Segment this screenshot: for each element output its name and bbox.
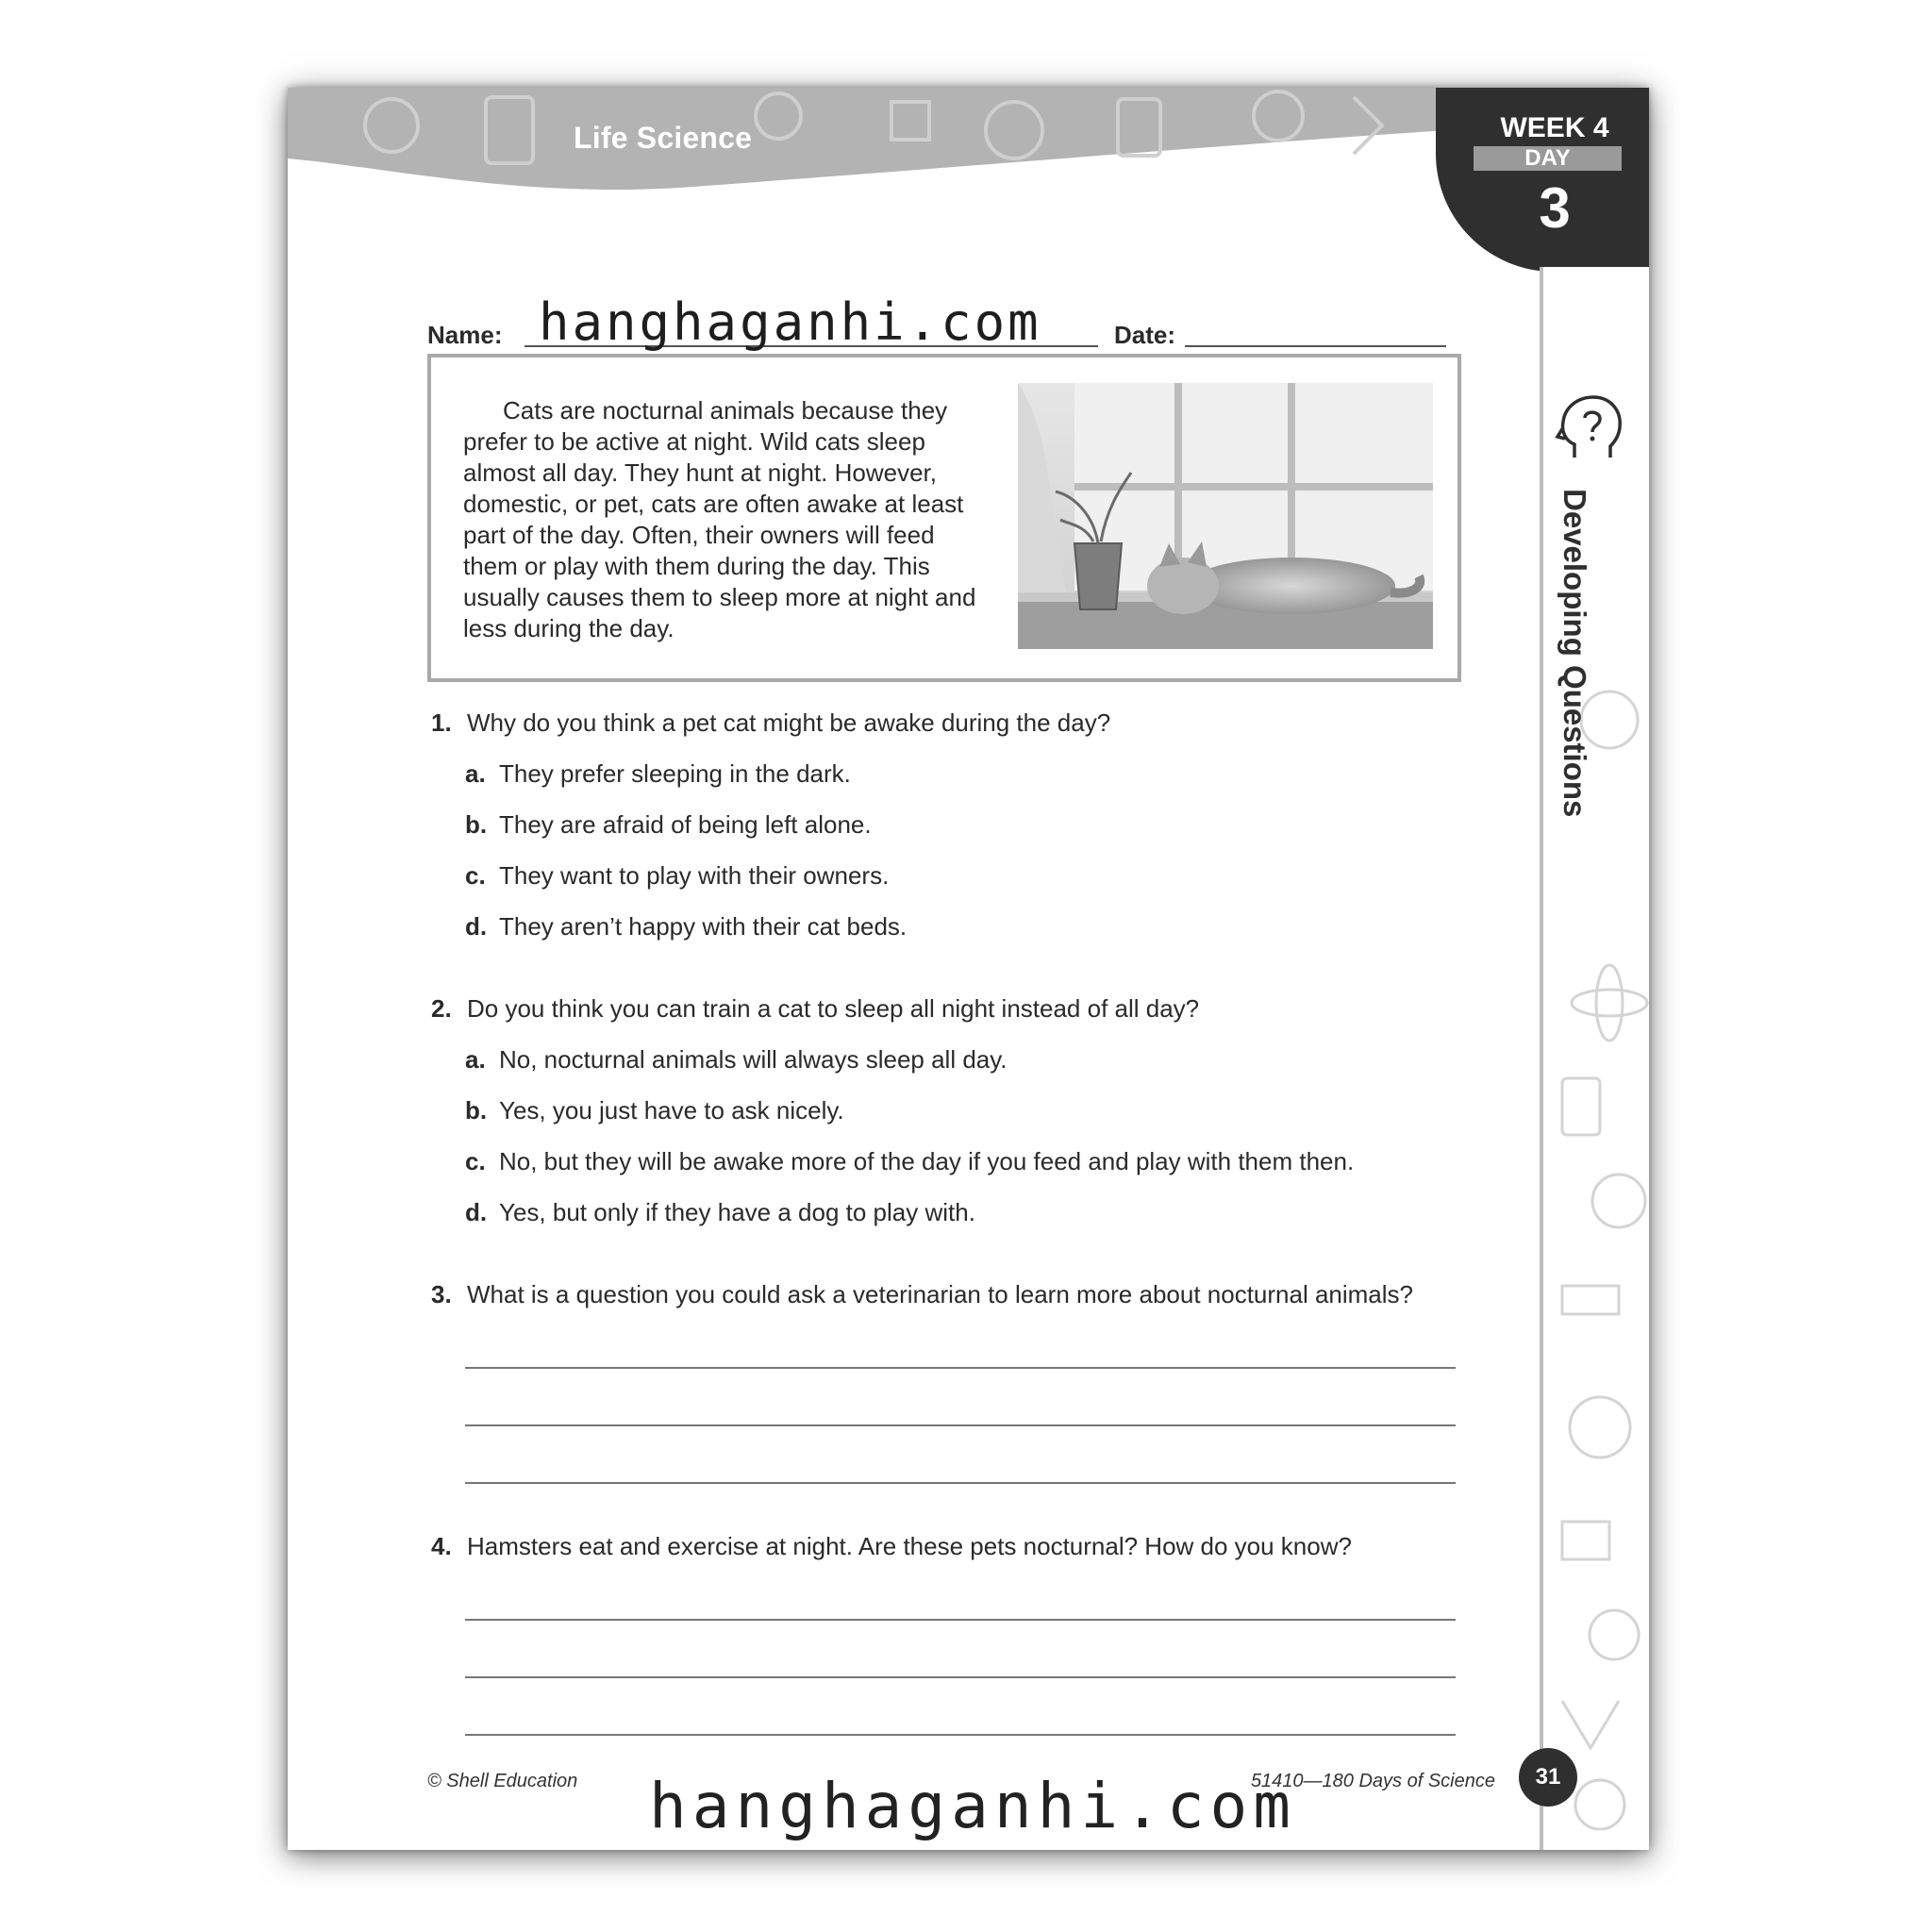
option-text: Yes, but only if they have a dog to play with. bbox=[499, 1198, 975, 1226]
option-text: Yes, you just have to ask nicely. bbox=[499, 1096, 844, 1124]
question-number: 2. bbox=[431, 994, 452, 1023]
option-2a[interactable] bbox=[465, 1045, 1008, 1074]
passage-line: them or play with them during the day. This bbox=[463, 552, 930, 580]
passage-line: usually causes them to sleep more at night and bbox=[463, 583, 976, 611]
option-text: They want to play with their owners. bbox=[499, 861, 890, 890]
option-text: No, nocturnal animals will always sleep all day. bbox=[499, 1045, 1008, 1074]
question-number: 1. bbox=[431, 708, 452, 737]
option-text: They aren’t happy with their cat beds. bbox=[499, 912, 908, 941]
question-1 bbox=[431, 708, 1110, 738]
answer-line[interactable] bbox=[465, 1676, 1456, 1678]
option-letter: a. bbox=[465, 759, 486, 788]
answer-line[interactable] bbox=[465, 1734, 1456, 1736]
question-2 bbox=[431, 994, 1199, 1024]
passage-text bbox=[463, 395, 996, 644]
cat-sleeping-on-windowsill-photo bbox=[1018, 383, 1433, 649]
option-letter: b. bbox=[465, 810, 488, 839]
passage-line: Cats are nocturnal animals because they bbox=[503, 396, 948, 425]
name-date-row bbox=[427, 292, 1456, 352]
passage-line: domestic, or pet, cats are often awake at least bbox=[463, 490, 964, 518]
passage-line: part of the day. Often, their owners will feed bbox=[463, 521, 935, 549]
option-text: They prefer sleeping in the dark. bbox=[499, 759, 851, 788]
passage-line: prefer to be active at night. Wild cats sleep bbox=[463, 427, 925, 456]
question-number: 3. bbox=[431, 1280, 452, 1308]
option-2d[interactable] bbox=[465, 1198, 975, 1227]
option-text: They are afraid of being left alone. bbox=[499, 810, 872, 839]
date-field[interactable] bbox=[1185, 345, 1446, 347]
passage-line: less during the day. bbox=[463, 614, 675, 642]
subject-title: Life Science bbox=[574, 121, 753, 155]
name-value: hanghaganhi.com bbox=[539, 292, 1041, 352]
question-3 bbox=[431, 1280, 1413, 1309]
option-1a[interactable] bbox=[465, 759, 851, 789]
name-label: Name: bbox=[427, 321, 503, 349]
option-letter: a. bbox=[465, 1045, 486, 1074]
footer-book-title: 51410—180 Days of Science bbox=[1250, 1771, 1495, 1791]
option-1c[interactable] bbox=[465, 861, 889, 891]
worksheet-page bbox=[288, 88, 1649, 1850]
option-letter: c. bbox=[465, 1147, 486, 1175]
week-label: WEEK 4 bbox=[1500, 112, 1609, 143]
answer-line[interactable] bbox=[465, 1482, 1456, 1484]
option-letter: d. bbox=[465, 1198, 488, 1226]
head-question-icon bbox=[1554, 390, 1629, 465]
option-text: No, but they will be awake more of the day if you feed and play with them then. bbox=[499, 1147, 1355, 1175]
option-2b[interactable] bbox=[465, 1096, 844, 1125]
option-1b[interactable] bbox=[465, 810, 872, 840]
answer-line[interactable] bbox=[465, 1424, 1456, 1426]
question-4 bbox=[431, 1532, 1352, 1561]
question-text: Do you think you can train a cat to sleep all night instead of all day? bbox=[467, 994, 1200, 1023]
page-number: 31 bbox=[1519, 1748, 1577, 1807]
question-text: Why do you think a pet cat might be awake during the day? bbox=[467, 708, 1111, 737]
sidebar-label: Developing Questions bbox=[1557, 489, 1592, 818]
question-text: What is a question you could ask a veterinarian to learn more about nocturnal animals? bbox=[467, 1280, 1414, 1308]
option-letter: b. bbox=[465, 1096, 488, 1124]
option-1d[interactable] bbox=[465, 912, 907, 941]
answer-line[interactable] bbox=[465, 1367, 1456, 1369]
passage-line: almost all day. They hunt at night. However, bbox=[463, 458, 937, 487]
day-label: DAY bbox=[1474, 146, 1622, 171]
option-2c[interactable] bbox=[465, 1147, 1354, 1176]
option-letter: d. bbox=[465, 912, 488, 941]
question-number: 4. bbox=[431, 1532, 452, 1560]
reading-passage bbox=[427, 354, 1461, 682]
option-letter: c. bbox=[465, 861, 486, 890]
date-label: Date: bbox=[1114, 321, 1176, 349]
day-number: 3 bbox=[1539, 176, 1571, 240]
question-text: Hamsters eat and exercise at night. Are these pets nocturnal? How do you know? bbox=[467, 1532, 1352, 1560]
footer-copyright: © Shell Education bbox=[427, 1771, 578, 1791]
answer-line[interactable] bbox=[465, 1619, 1456, 1621]
watermark: hanghaganhi.com bbox=[649, 1770, 1297, 1842]
